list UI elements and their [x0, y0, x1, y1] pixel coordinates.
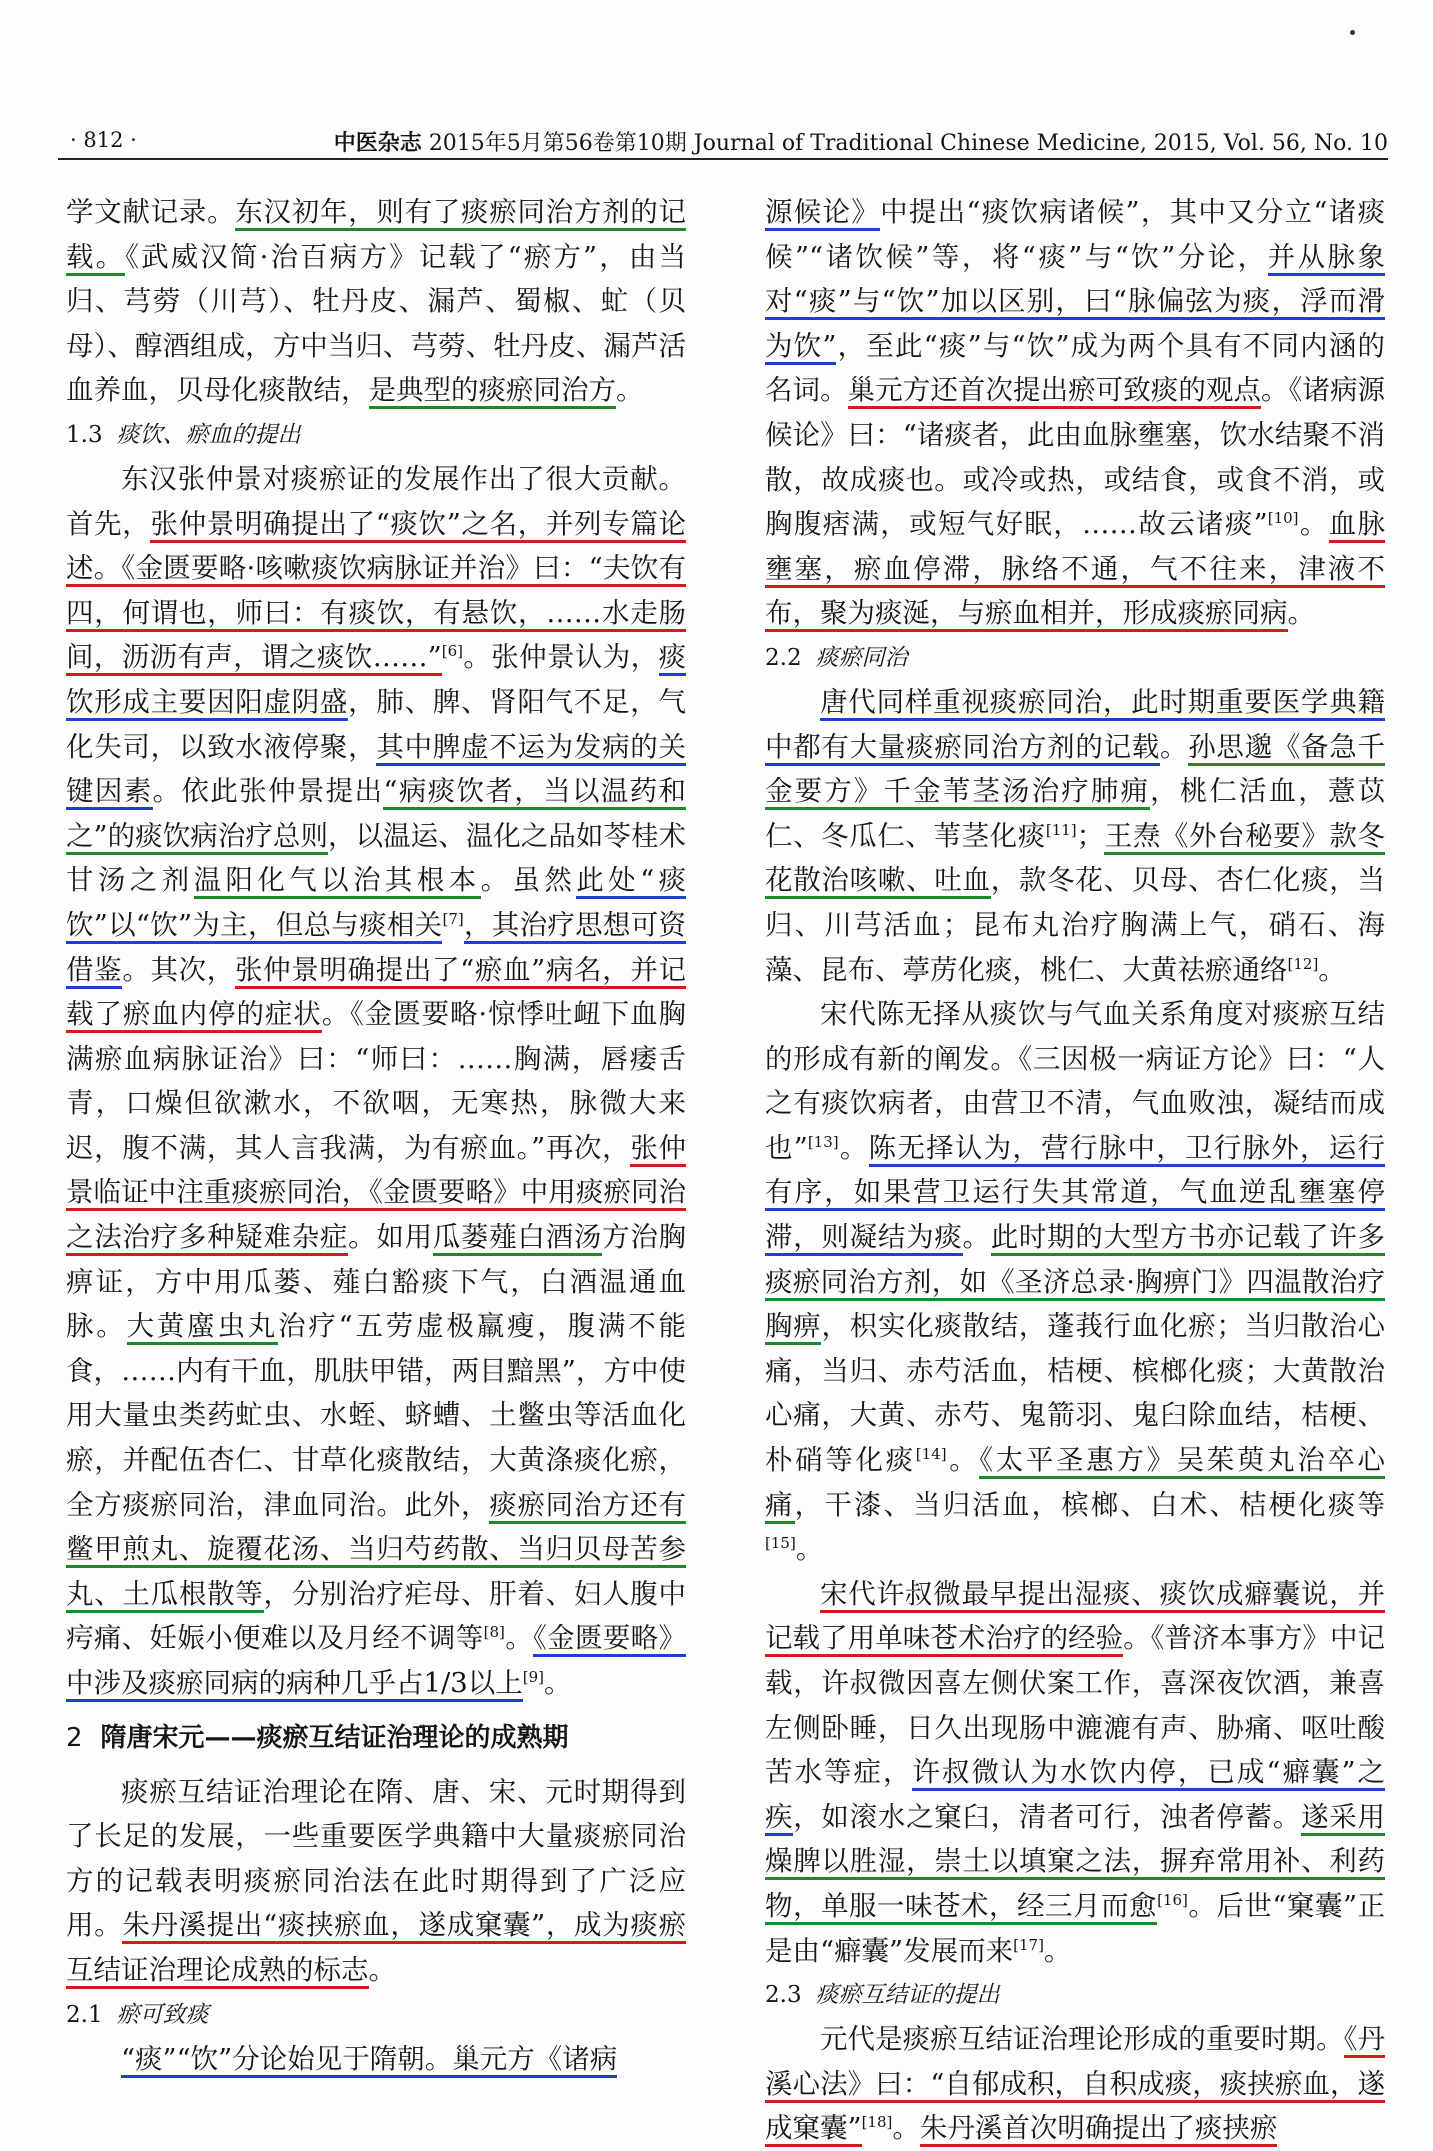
- text: 。: [962, 1221, 991, 1254]
- paragraph: [765, 190, 1385, 636]
- text: 。: [795, 1533, 824, 1566]
- underlined-text: 瓜蒌薤白酒汤: [433, 1221, 602, 1256]
- underlined-text: 此处“痰饮”以“饮”为主，但总与痰相关: [66, 864, 686, 944]
- text: 宋代陈无择从痰饮与气血关系角度对痰瘀互结的形成有新的阐发。《三因极一病证方论》曰：“人之有痰饮病者，由营卫不清，气血败浊，凝结而成也”: [765, 998, 1385, 1164]
- citation: [17]: [1013, 1935, 1044, 1954]
- text: 痰瘀互结证治理论在隋、唐、宋、元时期得到了长足的发展，一些重要医学典籍中大量痰瘀同治方的记载表明痰瘀同治法在此时期得到了广泛应用。: [66, 1775, 686, 1942]
- citation: [9]: [522, 1667, 545, 1686]
- paragraph: [765, 680, 1385, 992]
- text: 。: [838, 1131, 869, 1164]
- citation: [8]: [483, 1623, 505, 1642]
- paragraph: [66, 2037, 686, 2082]
- underlined-text: 东汉初年，则有了痰瘀同治方剂的记载。: [66, 196, 686, 276]
- left-column: [66, 190, 686, 2090]
- text: 治疗“五劳虚极羸瘦，腹满不能食，……内有干血，肌肤甲错，两目黯黑”，方中使用大量虫类药虻虫、水蛭、蛴螬、土鳖虫等活血化瘀，并配伍杏仁、甘草化痰散结，大黄涤痰化瘀，全方痰瘀同治，津血同治。此外，: [66, 1310, 686, 1521]
- underlined-text: 张仲景临证中注重痰瘀同治，《金匮要略》中用痰瘀同治之法治疗多种疑难杂症: [66, 1132, 686, 1256]
- citation: [18]: [861, 2113, 893, 2132]
- paragraph: [765, 2017, 1385, 2151]
- section-number: 1.3: [66, 421, 103, 448]
- underlined-text: 痰饮形成主要因阳虚阴盛: [66, 641, 686, 721]
- paragraph: [66, 457, 686, 1706]
- section-title: 痰饮、瘀血的提出: [116, 421, 301, 448]
- text: 。: [1160, 730, 1189, 763]
- text: 。后世“窠囊”正是由“癖囊”发展而来: [765, 1889, 1386, 1967]
- text: 元代是痰瘀互结证治理论形成的重要时期。: [820, 2023, 1344, 2056]
- section-heading-2-2: [765, 642, 1385, 674]
- paragraph: [765, 992, 1385, 1572]
- text: 。《普济本事方》中记载，许叔微因喜左侧伏案工作，喜深夜饮酒，兼喜左侧卧睡，日久出现肠中漉漉有声、胁痛、呕吐酸苦水等症，: [765, 1622, 1386, 1789]
- text: 。: [504, 1622, 534, 1655]
- scan-dot: [1350, 30, 1355, 35]
- text: 。: [544, 1667, 572, 1699]
- underlined-text: 遂采用燥脾以胜湿，崇土以填窠之法，摒弃常用补、利药物，单服一味苍术，经三月而愈: [765, 1801, 1385, 1925]
- underlined-text: 血脉壅塞，瘀血停滞，脉络不通，气不往来，津液不布，聚为痰涎，与瘀血相并，形成痰瘀同病: [765, 508, 1385, 632]
- journal-info: [334, 126, 1388, 157]
- underlined-text: 许叔微认为水饮内停，已成“癖囊”之疾: [765, 1756, 1385, 1836]
- section-number: 2.2: [765, 644, 802, 671]
- underlined-text: ，其治疗思想可资借鉴: [66, 909, 686, 989]
- underlined-text: 《丹溪心法》曰：“自郁成积，自积成痰，痰挟瘀血，遂成窠囊”: [765, 2023, 1385, 2147]
- underlined-text: 大黄䗪虫丸: [127, 1310, 278, 1345]
- citation: [16]: [1157, 1890, 1188, 1909]
- citation: [11]: [1045, 820, 1077, 839]
- underlined-text: “病痰饮者，当以温药和之”的痰饮病治疗总则: [66, 775, 686, 855]
- underlined-text: 《太平圣惠方》吴茱萸丸治卒心痛: [765, 1444, 1385, 1524]
- citation: [7]: [442, 909, 464, 928]
- text: 。其次，: [122, 953, 235, 986]
- text: ，桃仁活血，薏苡仁、冬瓜仁、苇茎化痰: [765, 775, 1385, 852]
- underlined-text: 唐代同样重视痰瘀同治，此时期重要医学典籍中都有大量痰瘀同治方剂的记载: [765, 686, 1385, 766]
- underlined-text: 是典型的痰瘀同治方: [369, 374, 617, 409]
- section-number: 2.3: [765, 1982, 802, 2009]
- right-column: [765, 190, 1386, 2145]
- underlined-text: 朱丹溪首次明确提出了痰挟瘀: [920, 2112, 1278, 2147]
- underlined-text: “痰”“饮”分论始见于隋朝。巢元方《诸病: [121, 2043, 617, 2078]
- text: ，款冬花、贝母、杏仁化痰，当归、川芎活血；昆布丸治疗胸满上气，硝石、海藻、昆布、葶苈化痰，桃仁、大黄祛瘀通络: [765, 864, 1386, 986]
- underlined-text: 此时期的大型方书亦记载了许多痰瘀同治方剂，如《圣济总录·胸痹门》四温散治疗胸痹: [765, 1221, 1385, 1345]
- text: 。: [368, 1953, 396, 1986]
- journal-name: 中医杂志: [333, 130, 422, 156]
- text: 。: [1043, 1934, 1072, 1967]
- section-title: 隋唐宋元——痰瘀互结证治理论的成熟期: [100, 1722, 569, 1753]
- citation: [13]: [807, 1132, 839, 1151]
- text: 。: [1287, 597, 1315, 630]
- text: 。: [1298, 508, 1329, 541]
- underlined-text: 张仲景明确提出了“瘀血”病名，并记载了瘀血内停的症状: [66, 954, 686, 1034]
- section-number: 2.1: [66, 2001, 103, 2028]
- citation: [10]: [1267, 509, 1299, 527]
- section-heading-2-1: [66, 1999, 686, 2031]
- text: ，至此“痰”与“饮”成为两个具有不同内涵的名词。: [765, 329, 1386, 407]
- underlined-text: 并从脉象对“痰”与“饮”加以区别，曰“脉偏弦为痰，浮而滑为饮”: [765, 241, 1385, 365]
- paragraph: [765, 1572, 1385, 1973]
- text: 《武威汉简·治百病方》记载了“瘀方”，由当归、芎䓖（川芎）、牡丹皮、漏芦、蜀椒、虻（贝母）、醇酒组成，方中当归、芎䓖、牡丹皮、漏芦活血养血，贝母化痰散结，: [66, 240, 687, 407]
- underlined-text: 痰瘀同治方还有鳖甲煎丸、旋覆花汤、当归芍药散、当归贝母苦参丸、土瓜根散等: [66, 1489, 686, 1613]
- text: 。张仲景认为，: [462, 641, 659, 674]
- underlined-text: 孙思邈《备急千金要方》千金苇茎汤治疗肺痈: [765, 731, 1385, 811]
- text: 。: [946, 1444, 980, 1477]
- underlined-text: 巢元方还首次提出瘀可致痰的观点: [848, 374, 1261, 409]
- citation: [15]: [765, 1534, 796, 1553]
- text: 。《诸病源候论》曰：“诸痰者，此由血脉壅塞，饮水结聚不消散，故成痰也。或冷或热，或结食，或食不消，或胸腹痞满，或短气好眠，……故云诸痰”: [765, 374, 1386, 541]
- text: 。虽然: [480, 864, 577, 897]
- underlined-text: 张仲景明确提出了“痰饮”之名，并列专篇论述。《金匮要略·咳嗽痰饮病脉证并治》曰：“夫饮有四，何谓也，师曰：有痰饮，有悬饮，……水走肠间，沥沥有声，谓之痰饮……”: [66, 508, 686, 677]
- underlined-text: 王焘《外台秘要》款冬花散治咳嗽、吐血: [765, 820, 1385, 900]
- citation: [14]: [915, 1444, 947, 1463]
- section-title: 瘀可致痰: [116, 2001, 209, 2028]
- text: ，分别治疗疟母、肝着、妇人腹中疞痛、妊娠小便难以及月经不调等: [66, 1577, 686, 1655]
- text: 。: [1318, 953, 1346, 986]
- text: ，干漆、当归活血，槟榔、白术、桔梗化痰等: [794, 1488, 1385, 1521]
- paragraph: [66, 190, 686, 413]
- text: 东汉张仲景对痰瘀证的发展作出了很大贡献。首先，: [66, 462, 686, 540]
- text: 。依此张仲景提出: [152, 775, 384, 808]
- running-header: [58, 118, 1388, 160]
- underlined-text: 《金匮要略》中涉及痰瘀同病的病种几乎占1/3以上: [66, 1622, 686, 1702]
- text: ，肺、脾、肾阳气不足，气化失司，以致水液停聚，: [66, 685, 687, 763]
- underlined-text: 源候论》: [765, 196, 880, 231]
- text: 方治胸痹证，方中用瓜蒌、薤白豁痰下气，白酒温通血脉。: [66, 1221, 687, 1343]
- underlined-text: 其中脾虚不运为发病的关键因素: [66, 731, 686, 811]
- underlined-text: 宋代许叔微最早提出湿痰、痰饮成癖囊说，并记载了用单味苍术治疗的经验: [765, 1578, 1385, 1658]
- text: ，如滚水之窠臼，清者可行，浊者停蓄。: [793, 1800, 1302, 1833]
- text: 学文献记录。: [66, 196, 236, 228]
- citation: [6]: [441, 642, 463, 661]
- text: 。《金匮要略·惊悸吐衄下血胸满瘀血病脉证治》曰：“师曰：……胸满，唇痿舌青，口燥但欲漱水，不欲咽，无寒热，脉微大来迟，腹不满，其人言我满，为有瘀血。”再次，: [66, 998, 686, 1164]
- text: 。如用: [348, 1221, 433, 1254]
- underlined-text: 陈无择认为，营行脉中，卫行脉外，运行有序，如果营卫运行失其常道，气血逆乱壅塞停滞，则凝结为痰: [765, 1132, 1385, 1256]
- underlined-text: 朱丹溪提出“痰挟瘀血，遂成窠囊”，成为痰瘀互结证治理论成熟的标志: [66, 1909, 686, 1989]
- section-number: 2: [66, 1722, 83, 1753]
- section-heading-1-3: [66, 419, 686, 451]
- page-number: · 812 ·: [70, 128, 137, 152]
- section-title: 痰瘀同治: [815, 644, 908, 671]
- citation: [12]: [1287, 954, 1319, 973]
- section-heading-2-3: [765, 1979, 1385, 2011]
- section-heading-2: [66, 1718, 686, 1758]
- text: ；: [1076, 819, 1105, 852]
- text: 中提出“痰饮病诸候”，其中又分立“诸痰候”“诸饮候”等，将“痰”与“饮”分论，: [765, 196, 1385, 273]
- underlined-text: 温阳化气以治其根本: [194, 864, 481, 899]
- text: ，以温运、温化之品如苓桂术甘汤之剂: [66, 819, 686, 897]
- section-title: 痰瘀互结证的提出: [815, 1982, 1000, 2009]
- paragraph: [66, 1770, 686, 1993]
- text: 。: [892, 2112, 920, 2145]
- text: 。: [616, 374, 644, 407]
- journal-issue: 2015年5月第56卷第10期 Journal of Traditional Chinese Medicine, 2015, Vol. 56, No. 10: [428, 131, 1388, 156]
- text: ，枳实化痰散结，蓬莪行血化瘀；当归散治心痛，当归、赤芍活血，桔梗、槟榔化痰；大黄散治心痛，大黄、赤芍、鬼箭羽、鬼臼除血结，桔梗、朴硝等化痰: [765, 1310, 1386, 1477]
